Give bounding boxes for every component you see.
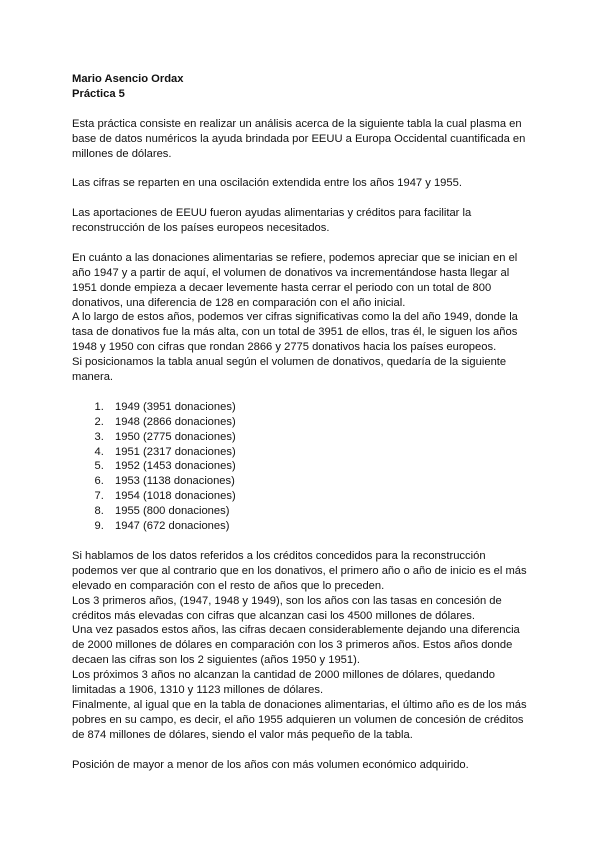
list-item: 6. 1953 (1138 donaciones) bbox=[107, 474, 532, 489]
donations-paragraph-1: En cuánto a las donaciones alimentarias se refiere, podemos apreciar que se inician en el año 1947 y a partir de aquí, el volumen de donativos va incrementándose hasta llegar al 1951 donde empieza a decaer levemente hasta cerrar el periodo con un total de 800 donativos, una diferencia de 128 en comparación con el año inicial. bbox=[72, 251, 518, 309]
credits-paragraph-1: Si hablamos de los datos referidos a los créditos concedidos para la reconstrucción podemos ver que al contrario que en los donativos, el primero año o año de inicio es el más elevado en comparación con el resto de años que lo preceden. bbox=[72, 549, 527, 592]
contributions-paragraph: Las aportaciones de EEUU fueron ayudas alimentarias y créditos para facilitar la reconstrucción de los países europeos necesitados. bbox=[72, 207, 472, 235]
donations-paragraph-3: Si posicionamos la tabla anual según el volumen de donativos, quedaría de la siguiente manera. bbox=[72, 356, 507, 384]
list-item: 1. 1949 (3951 donaciones) bbox=[107, 400, 532, 415]
list-item: 8. 1955 (800 donaciones) bbox=[107, 504, 532, 519]
credits-paragraph-4: Los próximos 3 años no alcanzan la cantidad de 2000 millones de dólares, quedando limitadas a 1906, 1310 y 1123 millones de dólares. bbox=[72, 669, 495, 697]
credits-paragraph-5: Finalmente, al igual que en la tabla de donaciones alimentarias, el último año es de los más pobres en su campo, es decir, el año 1955 adquieren un volumen de concesión de créditos de 874 millones de dólares, siendo el valor más pequeño de la tabla. bbox=[72, 698, 527, 741]
list-item: 4. 1951 (2317 donaciones) bbox=[107, 445, 532, 460]
list-item: 7. 1954 (1018 donaciones) bbox=[107, 489, 532, 504]
intro-paragraph: Esta práctica consiste en realizar un análisis acerca de la siguiente tabla la cual plasma en base de datos numéricos la ayuda brindada por EEUU a Europa Occidental cuantificada en millones de dólares. bbox=[72, 117, 526, 160]
list-item: 9. 1947 (672 donaciones) bbox=[107, 519, 532, 534]
practice-title: Práctica 5 bbox=[72, 87, 125, 100]
range-paragraph: Las cifras se reparten en una oscilación extendida entre los años 1947 y 1955. bbox=[72, 177, 462, 190]
closing-paragraph: Posición de mayor a menor de los años con más volumen económico adquirido. bbox=[72, 758, 469, 771]
author-name: Mario Asencio Ordax bbox=[72, 73, 184, 85]
credits-paragraph-3: Una vez pasados estos años, las cifras decaen considerablemente dejando una diferencia de 2000 millones de dólares en comparación con los 3 primeros años. Estos años donde decaen las cifras son los 2 siguientes (años 1950 y 1951). bbox=[72, 624, 520, 667]
credits-paragraph-2: Los 3 primeros años, (1947, 1948 y 1949), son los años con las tasas en concesión de créditos más elevadas con cifras que alcanzan casi los 4500 millones de dólares. bbox=[72, 594, 502, 622]
list-item: 3. 1950 (2775 donaciones) bbox=[107, 430, 532, 445]
list-item: 2. 1948 (2866 donaciones) bbox=[107, 415, 532, 430]
document-body bbox=[72, 72, 532, 772]
donations-ranking-list bbox=[72, 400, 532, 534]
list-item: 5. 1952 (1453 donaciones) bbox=[107, 459, 532, 474]
donations-paragraph-2: A lo largo de estos años, podemos ver cifras significativas como la del año 1949, donde la tasa de donativos fue la más alta, con un total de 3951 de ellos, tras él, le siguen los años 1948 y 1950 con cifras que rondan 2866 y 2775 donativos hacia los países europeos. bbox=[72, 311, 518, 354]
